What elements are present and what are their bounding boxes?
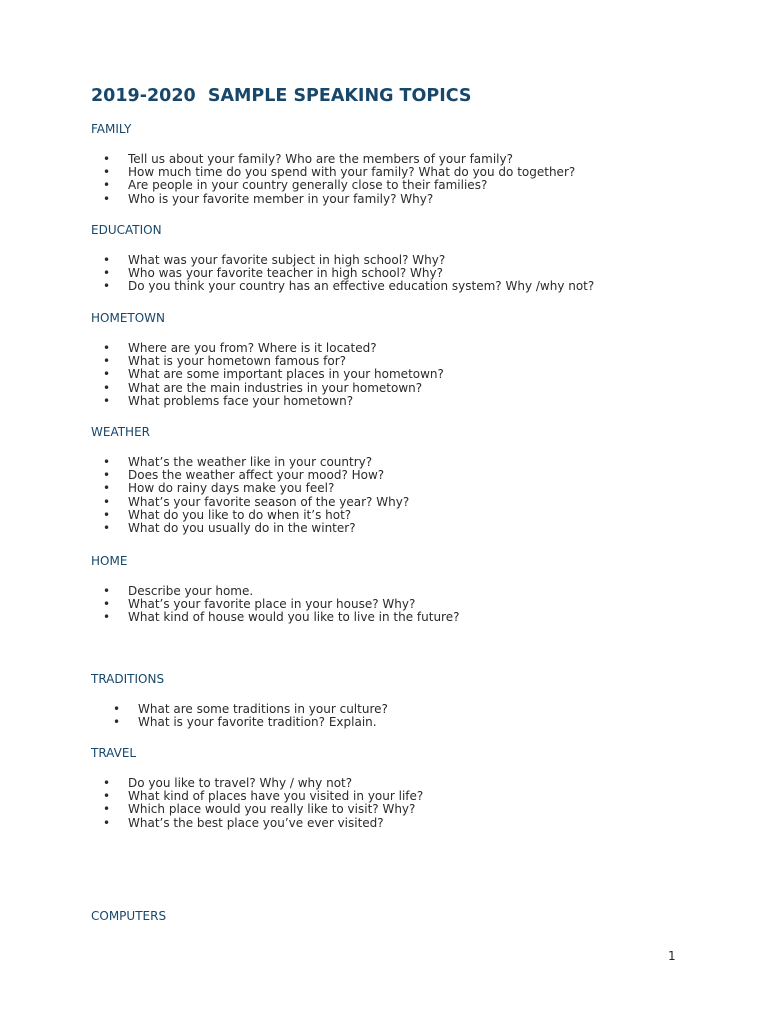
item-text: What do you usually do in the winter? — [128, 521, 356, 536]
item-text: Do you think your country has an effective education system? Why /why not? — [128, 279, 595, 294]
section-heading: HOME — [91, 554, 128, 568]
section-hometown — [91, 311, 711, 408]
bullet-icon: • — [103, 178, 111, 193]
item-text: Which place would you really like to visit? Why? — [128, 802, 416, 817]
item-list — [91, 585, 711, 625]
item-text: What are some traditions in your culture? — [138, 701, 388, 716]
bullet-icon: • — [103, 802, 111, 817]
bullet-icon: • — [103, 279, 111, 294]
list-item — [91, 153, 711, 166]
bullet-icon: • — [103, 467, 111, 482]
list-item — [91, 803, 711, 816]
bullet-icon: • — [113, 714, 121, 729]
list-item — [91, 382, 711, 395]
list-item — [91, 179, 711, 192]
item-text: What are some important places in your hometown? — [128, 367, 444, 382]
item-text: Tell us about your family? Who are the members of your family? — [128, 151, 513, 166]
item-text: What’s your favorite place in your house? Why? — [128, 596, 416, 611]
bullet-icon: • — [103, 583, 111, 598]
bullet-icon: • — [103, 340, 111, 355]
item-text: What kind of places have you visited in your life? — [128, 788, 424, 803]
item-text: What was your favorite subject in high school? Why? — [128, 252, 446, 267]
list-item — [91, 395, 711, 408]
bullet-icon: • — [103, 252, 111, 267]
bullet-icon: • — [103, 191, 111, 206]
item-text: What’s the best place you’ve ever visited? — [128, 815, 384, 830]
item-list — [91, 153, 711, 207]
bullet-icon: • — [103, 596, 111, 611]
page-number: 1 — [668, 949, 676, 963]
item-text: What do you like to do when it’s hot? — [128, 508, 352, 523]
item-text: What problems face your hometown? — [128, 394, 354, 409]
section-travel — [91, 746, 711, 830]
item-text: Does the weather affect your mood? How? — [128, 467, 385, 482]
list-item — [91, 267, 711, 280]
bullet-icon: • — [103, 815, 111, 830]
item-text: How do rainy days make you feel? — [128, 481, 335, 496]
item-text: How much time do you spend with your family? What do you do together? — [128, 164, 576, 179]
item-text: Where are you from? Where is it located? — [128, 340, 377, 355]
item-text: What are the main industries in your hometown? — [128, 380, 423, 395]
item-list — [91, 254, 711, 294]
list-item — [91, 611, 711, 624]
list-item — [91, 342, 711, 355]
item-text: What is your hometown famous for? — [128, 353, 346, 368]
list-item — [91, 355, 711, 368]
bullet-icon: • — [103, 380, 111, 395]
list-item — [91, 790, 711, 803]
section-traditions — [91, 672, 711, 729]
list-item — [91, 254, 711, 267]
list-item — [91, 777, 711, 790]
list-item — [91, 703, 711, 716]
item-text: Who was your favorite teacher in high school? Why? — [128, 265, 443, 280]
item-text: Describe your home. — [128, 583, 254, 598]
list-item — [91, 280, 711, 293]
list-item — [91, 509, 711, 522]
list-item — [91, 522, 711, 535]
list-item — [91, 368, 711, 381]
section-heading: FAMILY — [91, 122, 132, 136]
bullet-icon: • — [103, 521, 111, 536]
list-item — [91, 817, 711, 830]
bullet-icon: • — [103, 394, 111, 409]
item-text: What’s your favorite season of the year? Why? — [128, 494, 410, 509]
list-item — [91, 482, 711, 495]
bullet-icon: • — [103, 454, 111, 469]
item-text: What kind of house would you like to live in the future? — [128, 610, 460, 625]
item-list — [91, 703, 711, 730]
list-item — [91, 598, 711, 611]
section-computers — [91, 909, 711, 923]
section-heading: EDUCATION — [91, 223, 162, 237]
list-item — [91, 496, 711, 509]
section-heading: TRAVEL — [91, 746, 137, 760]
section-heading: HOMETOWN — [91, 311, 166, 325]
bullet-icon: • — [103, 151, 111, 166]
item-text: What’s the weather like in your country? — [128, 454, 373, 469]
item-text: Who is your favorite member in your family? Why? — [128, 191, 434, 206]
list-item — [91, 166, 711, 179]
bullet-icon: • — [103, 494, 111, 509]
section-home — [91, 554, 711, 625]
item-text: What is your favorite tradition? Explain. — [138, 714, 377, 729]
bullet-icon: • — [103, 788, 111, 803]
list-item — [91, 469, 711, 482]
bullet-icon: • — [103, 367, 111, 382]
item-list — [91, 342, 711, 409]
list-item — [91, 716, 711, 729]
bullet-icon: • — [103, 265, 111, 280]
section-weather — [91, 425, 711, 536]
section-education — [91, 223, 711, 294]
list-item — [91, 585, 711, 598]
bullet-icon: • — [103, 164, 111, 179]
bullet-icon: • — [103, 353, 111, 368]
item-text: Are people in your country generally close to their families? — [128, 178, 488, 193]
bullet-icon: • — [103, 775, 111, 790]
bullet-icon: • — [103, 610, 111, 625]
bullet-icon: • — [113, 701, 121, 716]
section-heading: WEATHER — [91, 425, 150, 439]
section-heading: COMPUTERS — [91, 909, 167, 923]
bullet-icon: • — [103, 481, 111, 496]
item-list — [91, 777, 711, 831]
item-text: Do you like to travel? Why / why not? — [128, 775, 353, 790]
bullet-icon: • — [103, 508, 111, 523]
item-list — [91, 456, 711, 536]
section-heading: TRADITIONS — [91, 672, 165, 686]
list-item — [91, 193, 711, 206]
section-family — [91, 122, 711, 206]
list-item — [91, 456, 711, 469]
document-title: 2019-2020 SAMPLE SPEAKING TOPICS — [91, 86, 472, 106]
